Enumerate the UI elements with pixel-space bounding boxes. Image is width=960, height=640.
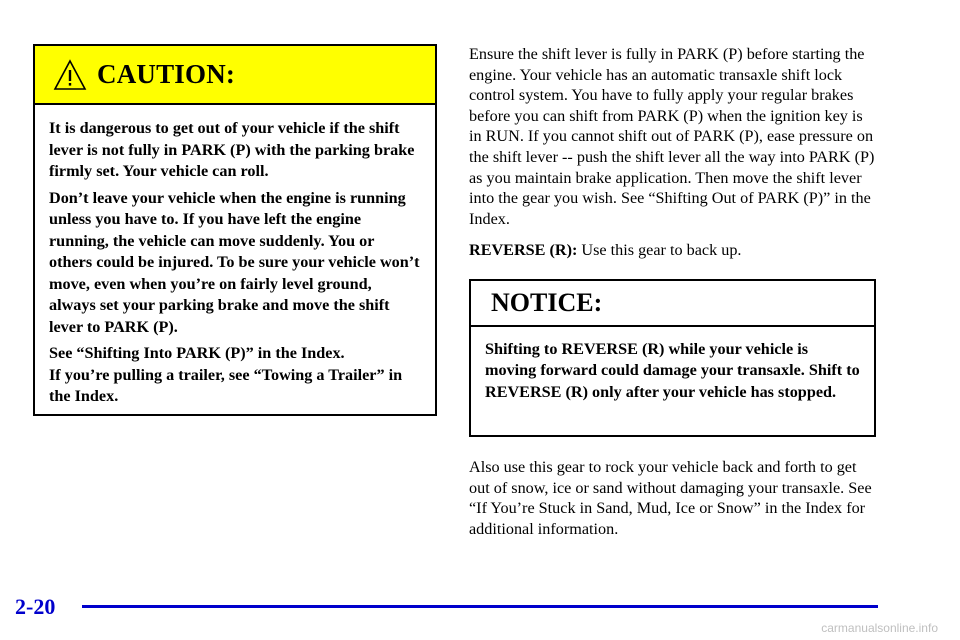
reverse-text: Use this gear to back up. bbox=[577, 241, 742, 260]
footer-divider bbox=[82, 605, 878, 608]
watermark: carmanualsonline.info bbox=[821, 621, 938, 635]
caution-paragraph: See “Shifting Into PARK (P)” in the Index. bbox=[49, 344, 345, 362]
notice-header bbox=[471, 281, 874, 327]
reverse-label: REVERSE (R): bbox=[469, 241, 578, 260]
caution-body bbox=[35, 105, 435, 408]
caution-header bbox=[35, 46, 435, 105]
reverse-paragraph bbox=[469, 240, 879, 261]
right-column bbox=[469, 44, 879, 539]
caution-paragraph: If you’re pulling a trailer, see “Towing a Trailer” in the Index. bbox=[49, 365, 403, 405]
caution-title: CAUTION: bbox=[97, 59, 236, 89]
notice-body: Shifting to REVERSE (R) while your vehicle is moving forward could damage your transaxle. Shift to REVERSE (R) only after your vehicle has stopped. bbox=[485, 339, 860, 401]
caution-paragraph: It is dangerous to get out of your vehicle if the shift lever is not fully in PARK (P) with the parking brake firmly set. Your vehicle can roll. bbox=[49, 119, 415, 180]
caution-box bbox=[33, 44, 437, 416]
notice-title: NOTICE: bbox=[491, 287, 603, 317]
also-paragraph: Also use this gear to rock your vehicle back and forth to get out of snow, ice or sand without damaging your transaxle. See “If You’re Stuck in Sand, Mud, Ice or Snow” in the Index for additional information. bbox=[469, 457, 872, 538]
intro-paragraph: Ensure the shift lever is fully in PARK (P) before starting the engine. Your vehicle has an automatic transaxle shift lock control system. You have to fully apply your regular brakes before you can shift from PARK (P) when the ignition key is in RUN. If you cannot shift out of PARK (P), ease pressure on the shift lever -- push the shift lever all the way into PARK (P) as you maintain brake application. Then move the shift lever into the gear you wish. See “Shifting Out of PARK (P)” in the Index. bbox=[469, 45, 875, 228]
caution-paragraph: Don’t leave your vehicle when the engine is running unless you have to. If you have left the engine running, the vehicle can move suddenly. You or others could be injured. To be sure your vehicle won’t move, even when you’re on fairly level ground, always set your parking brake and move the shift lever to PARK (P). bbox=[49, 188, 420, 336]
page-number: 2-20 bbox=[15, 594, 56, 619]
warning-triangle-icon bbox=[53, 58, 87, 92]
notice-box bbox=[469, 279, 876, 437]
